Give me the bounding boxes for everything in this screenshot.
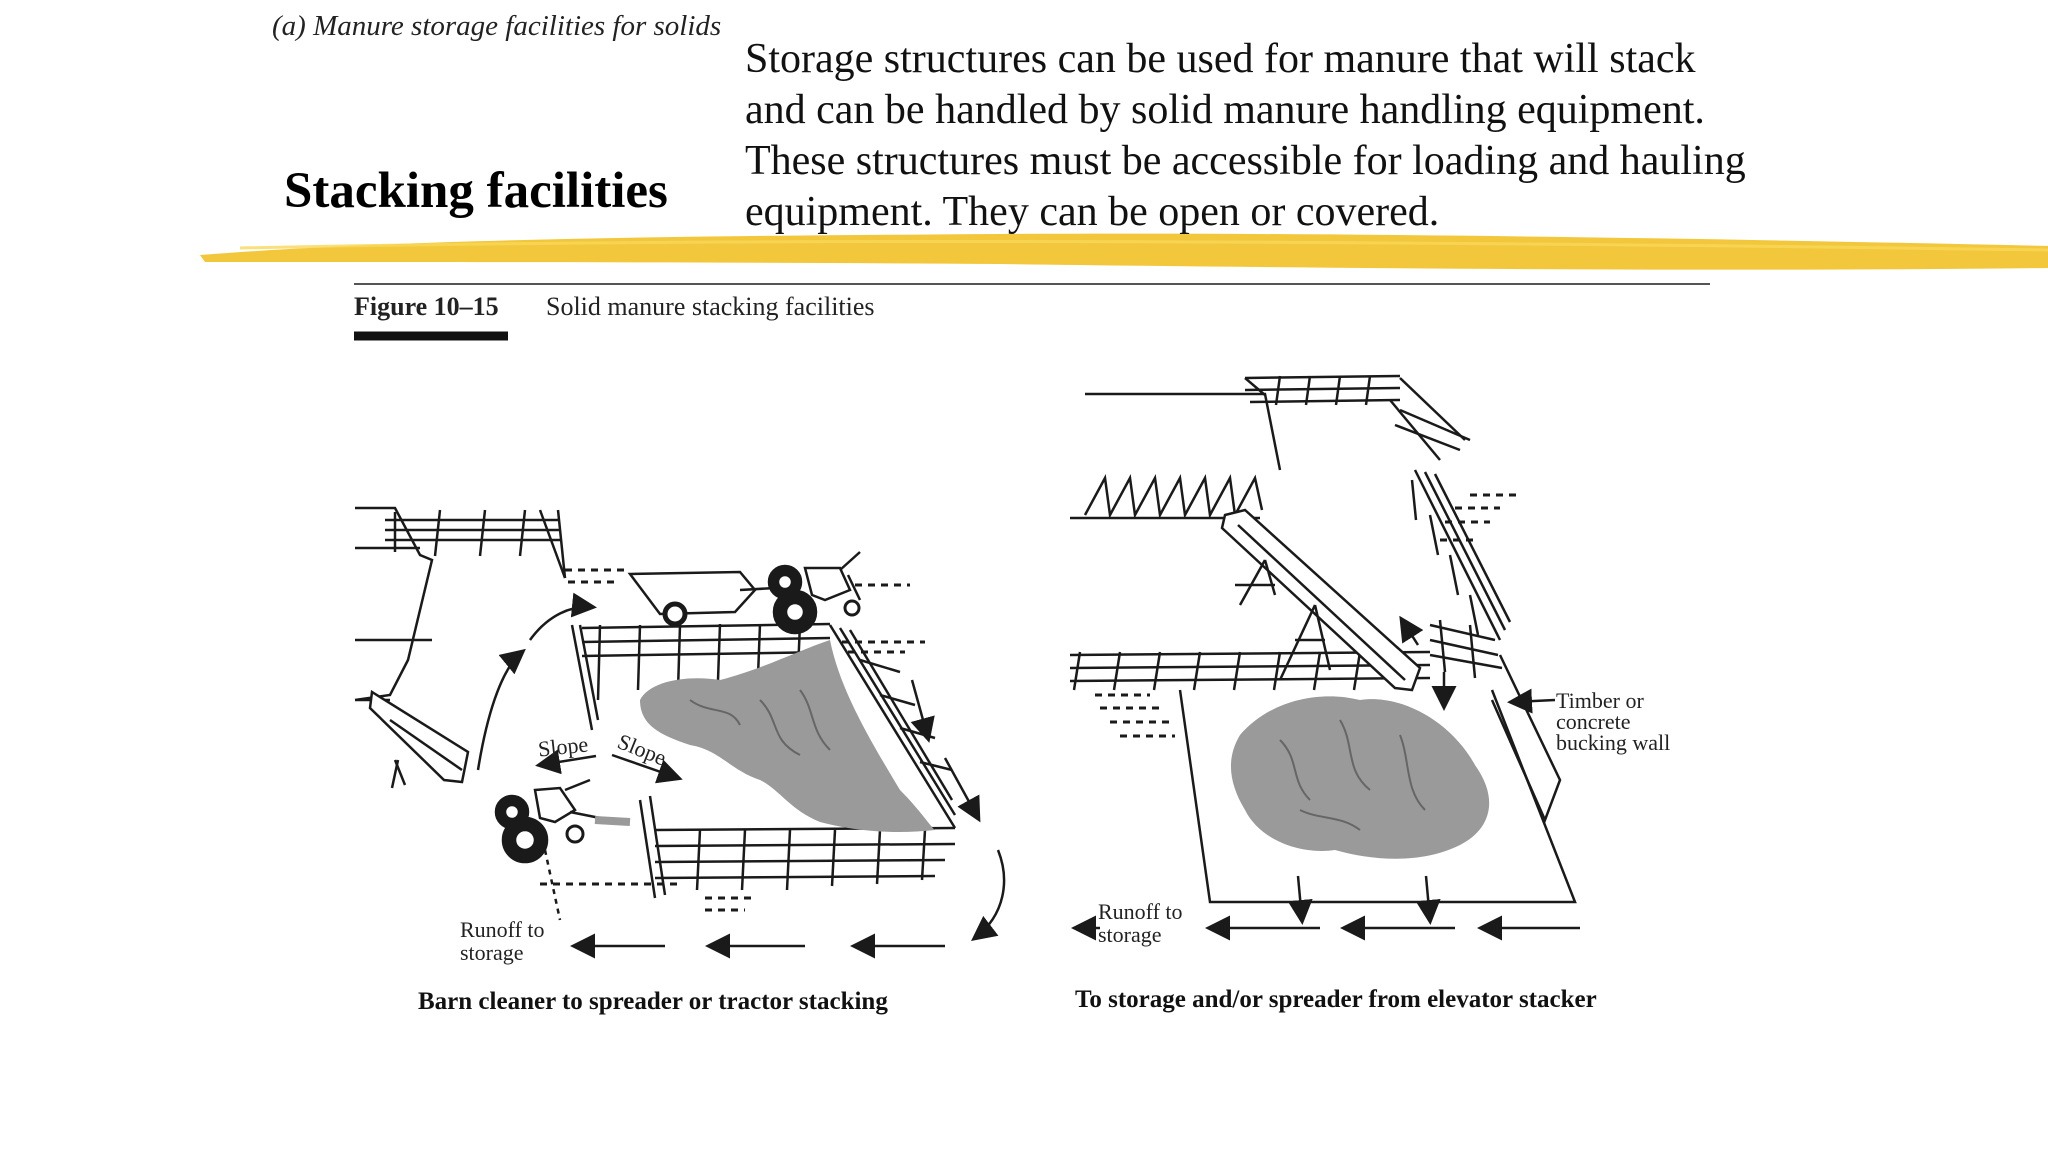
right-runoff-label: [1098, 900, 1183, 946]
figure-number: Figure 10–15: [354, 292, 499, 321]
right-bucking-wall-fence: [1430, 620, 1502, 678]
right-wall-line-3: bucking wall: [1556, 730, 1671, 755]
left-curved-arrow: [478, 652, 522, 770]
left-barn-cleaner: [370, 692, 468, 788]
left-diagram-caption: Barn cleaner to spreader or tractor stacking: [418, 988, 888, 1015]
body-line-1: Storage structures can be used for manure that will stack: [745, 36, 1696, 82]
left-arrow-down-1: [912, 680, 928, 738]
right-manure-pile: [1231, 696, 1489, 858]
right-elevator-stacker: [1222, 510, 1420, 690]
right-wall-line-2: concrete: [1556, 709, 1631, 734]
left-runoff-line-1: Runoff to: [460, 917, 545, 942]
left-tractor-bottom: [496, 780, 630, 862]
left-spreader-wagon: [630, 572, 775, 624]
right-side-fence: [1412, 470, 1510, 640]
left-slope-label-1: Slope: [536, 731, 590, 762]
left-slope-label-2: Slope: [614, 728, 670, 771]
left-tractor-top: [769, 552, 860, 633]
left-barn-outline: [355, 508, 432, 700]
left-runoff-line-2: storage: [460, 940, 524, 965]
right-top-fence: [1245, 376, 1470, 460]
right-barn-wall-marks: [1085, 478, 1262, 515]
right-runoff-line-1: Runoff to: [1098, 899, 1183, 924]
left-barn-fence: [385, 510, 565, 578]
right-barn-outline: [1070, 378, 1280, 518]
right-bucking-wall: [1492, 655, 1560, 820]
slide-subtitle: (a) Manure storage facilities for solids: [272, 10, 722, 42]
slide-heading: Stacking facilities: [284, 163, 668, 219]
right-diagram: [1070, 376, 1580, 928]
left-runoff-label: [460, 918, 545, 964]
body-line-3: These structures must be accessible for loading and hauling: [745, 138, 1746, 184]
right-drain-arrow-2: [1426, 876, 1430, 920]
body-line-4: equipment. They can be open or covered.: [745, 189, 1440, 235]
right-wall-line-1: Timber or: [1556, 688, 1644, 713]
right-wall-label: [1556, 690, 1670, 753]
right-drain-arrow-1: [1298, 876, 1302, 920]
left-curved-arrow-bottom: [975, 850, 1004, 938]
right-runoff-line-2: storage: [1098, 922, 1162, 947]
right-wall-pointer: [1512, 700, 1555, 702]
figure-title: Solid manure stacking facilities: [546, 292, 875, 321]
left-diagram: [355, 508, 1004, 946]
body-line-2: and can be handled by solid manure handling equipment.: [745, 87, 1705, 133]
right-arrow-up: [1402, 620, 1418, 645]
right-diagram-caption: To storage and/or spreader from elevator stacker: [1075, 986, 1597, 1013]
